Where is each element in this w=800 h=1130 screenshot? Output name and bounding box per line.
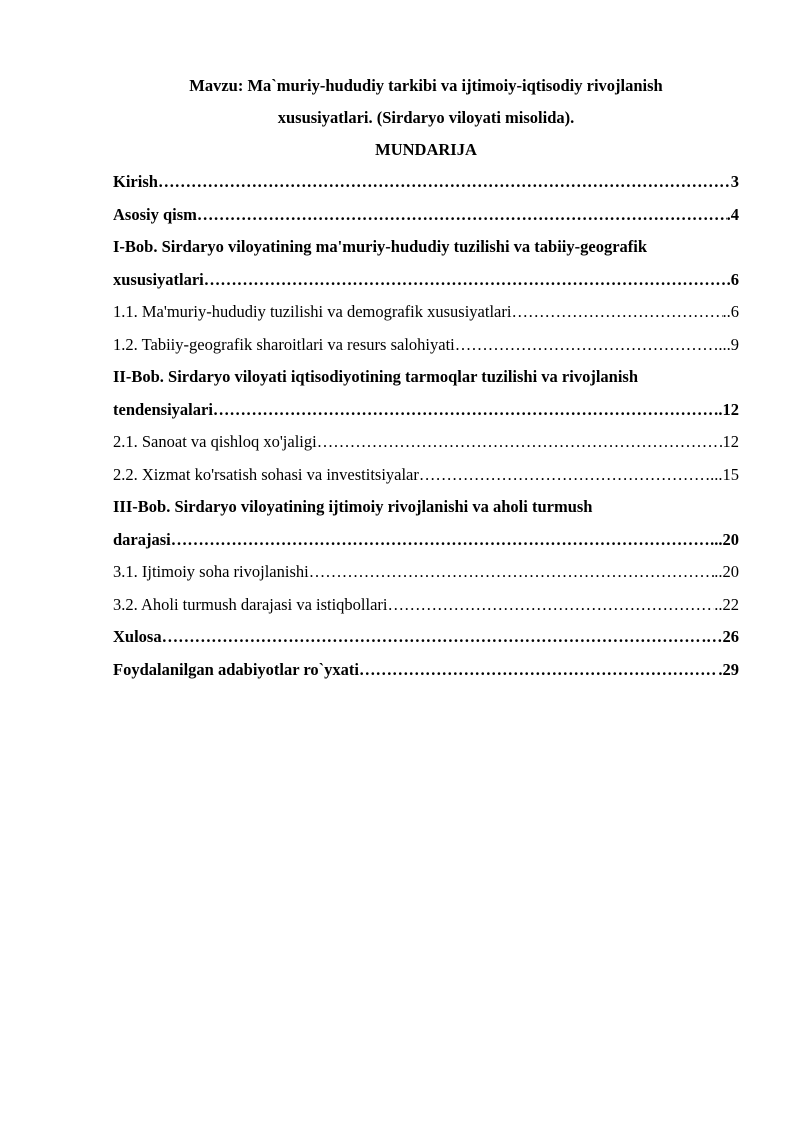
toc-entry-page: ..6 xyxy=(722,302,739,321)
toc-entry-label: 2.2. Xizmat ko'rsatish sohasi va investitsiyalar xyxy=(113,464,419,484)
toc-entry-bob1[interactable] xyxy=(113,264,739,297)
toc-entry-page: ...9 xyxy=(718,334,739,354)
toc-entry-3-2[interactable] xyxy=(113,589,739,622)
toc-leader-dots xyxy=(455,329,719,362)
document-page xyxy=(113,70,739,686)
toc-entry-asosiy-qism[interactable] xyxy=(113,199,739,232)
toc-entry-1-1[interactable] xyxy=(113,296,739,329)
toc-entry-3-1[interactable] xyxy=(113,556,739,589)
toc-entry-adabiyotlar[interactable] xyxy=(113,654,739,687)
toc-entry-1-2[interactable] xyxy=(113,329,739,362)
toc-entry-bob3-line1[interactable]: III-Bob. Sirdaryo viloyatining ijtimoiy rivojlanishi va aholi turmush xyxy=(113,497,593,516)
table-of-contents xyxy=(113,166,739,686)
toc-entry-label: 2.1. Sanoat va qishloq xo'jaligi xyxy=(113,432,317,451)
toc-leader-dots xyxy=(162,621,702,654)
toc-leader-dots xyxy=(388,589,715,622)
toc-entry-label: darajasi xyxy=(113,529,171,549)
toc-entry-label: tendensiyalari xyxy=(113,399,213,419)
toc-entry-page: ..22 xyxy=(714,594,739,614)
toc-leader-dots xyxy=(204,264,727,297)
toc-entry-bob1-line1[interactable]: I-Bob. Sirdaryo viloyatining ma'muriy-hududiy tuzilishi va tabiiy-geografik xyxy=(113,237,648,256)
toc-leader-dots xyxy=(419,459,710,492)
toc-entry-bob3[interactable] xyxy=(113,524,739,557)
toc-entry-page: 3 xyxy=(730,172,739,191)
toc-entry-label: 3.2. Aholi turmush darajasi va istiqbollari xyxy=(113,594,388,614)
toc-leader-dots xyxy=(317,426,723,459)
toc-heading: MUNDARIJA xyxy=(375,140,477,159)
toc-entry-label: 1.1. Ma'muriy-hududiy tuzilishi va demografik xususiyatlari xyxy=(113,302,512,321)
toc-leader-dots xyxy=(197,199,727,232)
toc-entry-page: ..20 xyxy=(714,562,739,581)
toc-entry-page: ...20 xyxy=(710,529,739,549)
toc-entry-bob2[interactable] xyxy=(113,394,739,427)
toc-entry-label: Asosiy qism xyxy=(113,204,197,224)
toc-entry-label: Kirish xyxy=(113,172,158,191)
toc-entry-2-1[interactable] xyxy=(113,426,739,459)
toc-leader-dots xyxy=(309,556,715,589)
toc-entry-page: ...15 xyxy=(710,464,739,484)
toc-entry-kirish[interactable] xyxy=(113,166,739,199)
toc-entry-page: .29 xyxy=(718,659,739,679)
toc-leader-dots xyxy=(158,166,731,199)
toc-leader-dots xyxy=(171,524,710,557)
toc-leader-dots xyxy=(511,296,722,329)
toc-entry-xulosa[interactable] xyxy=(113,621,739,654)
toc-entry-page: 12 xyxy=(722,432,739,451)
toc-entry-label: Foydalanilgan adabiyotlar ro`yxati xyxy=(113,659,360,679)
toc-entry-page: .6 xyxy=(726,269,739,289)
toc-leader-dots xyxy=(213,394,718,427)
toc-entry-page: .12 xyxy=(718,399,739,419)
toc-entry-page: .4 xyxy=(726,204,739,224)
toc-entry-label: xususiyatlari xyxy=(113,269,204,289)
toc-entry-page: .…26 xyxy=(701,627,739,646)
toc-leader-dots xyxy=(359,654,718,687)
toc-entry-label: 1.2. Tabiiy-geografik sharoitlari va resurs salohiyati xyxy=(113,334,455,354)
document-title-line-2: xususiyatlari. (Sirdaryo viloyati misolida). xyxy=(277,108,575,127)
toc-entry-2-2[interactable] xyxy=(113,459,739,492)
toc-entry-bob2-line1[interactable]: II-Bob. Sirdaryo viloyati iqtisodiyotining tarmoqlar tuzilishi va rivojlanish xyxy=(113,367,639,386)
toc-entry-label: 3.1. Ijtimoiy soha rivojlanishi xyxy=(113,562,309,581)
document-title-line-1: Mavzu: Ma`muriy-hududiy tarkibi va ijtimoiy-iqtisodiy rivojlanish xyxy=(189,76,663,95)
toc-entry-label: Xulosa xyxy=(113,627,162,646)
